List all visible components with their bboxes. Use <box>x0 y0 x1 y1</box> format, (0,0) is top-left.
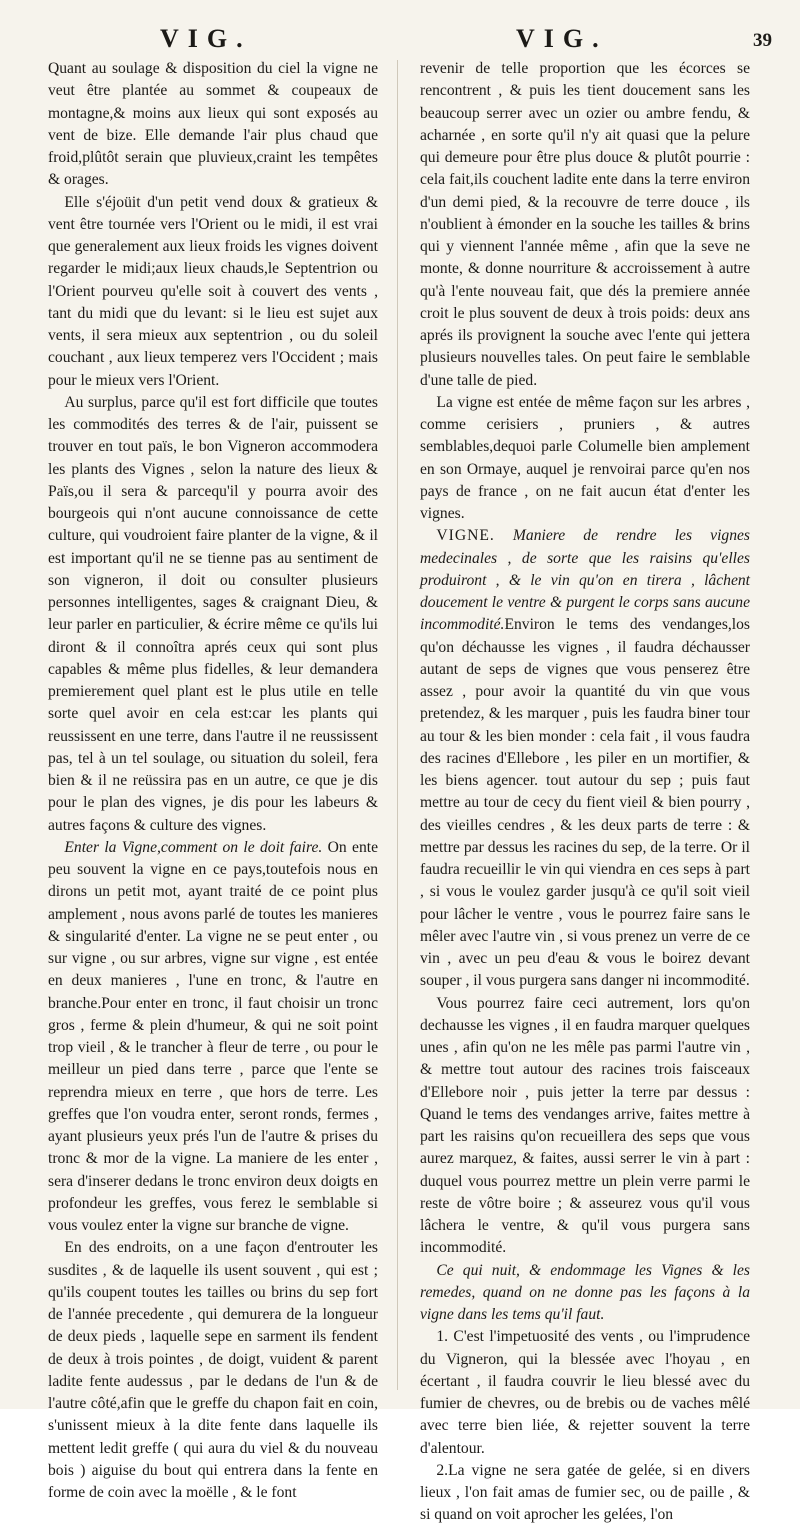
right-running-title: VIG. <box>516 24 608 53</box>
right-column <box>420 58 750 1527</box>
paragraph-arbres: La vigne est entée de même façon sur les arbres , comme cerisiers , pruniers , & autres semblables,dequoi parle Columelle bien amplement en son Ormaye, auquel je renvoirai parce qu'en nos pays de france , on ne fait aucun état d'enter les vignes. <box>420 393 750 522</box>
list-item-1: 1. C'est l'impetuosité des vents , ou l'imprudence du Vigneron, qui la blessée avec l'hoyau , en écertant , il faudra couvrir le lieu blessé avec du fumier de chevres, ou de brebis ou de vaches mêlé avec terre bien liée, & rejetter souvent la terre d'alentour. <box>420 1328 750 1457</box>
paragraph-vigne-medecinale <box>420 525 750 992</box>
entry-text-medecinale: Environ le tems des vendanges,los qu'on déchausse les vignes , il faudra déchausser autant de seps de vignes que vous penserez être assez , pour avoir la quantité du vin que vous pretendez, & les marquer , puis les faudra biner tour au tour & les bien monder : cela fait , il vous faudra des racines d'Ellebore , les piler en un mortifier, & les biens agencer. tout autour du sep ; puis faut mettre au tour de cecy du fient vieil & bien pourry , des vieilles cendres , & les deux parts de terre : & mettre par dessus les racines du sep, de la terre. Or il faudra recueillir le vin qui viendra en ces seps à part , si vous le voulez garder jusqu'à ce qu'il soit vieil pour lâcher le ventre , vous le pourrez faire sans le mêler avec l'autre vin , si vous prenez un verre de ce vin , avec un peu d'eau & vous le boirez devant souper , il vous purgera sans danger ni incommodité. <box>420 616 750 990</box>
section-heading-nuit: Ce qui nuit, & endommage les Vignes & les remedes, quand on ne donne pas les façons à la vigne dans les tems qu'il faut. <box>420 1261 750 1323</box>
paragraph-soulage: Quant au soulage & disposition du ciel la vigne ne veut être plantée au sommet & coupeaux de montagne,& moins aux lieux qui sont exposés au vent de bize. Elle demande l'air plus chaud que froid,plûtôt serain que pluvieux,craint les tempêtes & orages. <box>48 60 378 189</box>
left-column <box>48 58 378 1504</box>
left-running-title: VIG. <box>160 24 252 53</box>
paragraph-orient: Elle s'éjoüit d'un petit vend doux & gratieux & vent être tournée vers l'Orient ou le midi, il est vrai que generalement aux lieux froids les vignes doivent regarder le midi;aux lieux chauds,le Septentrion ou l'Orient pourveu qu'elle soit à couvert des vents , tant du midi que du levant: si le lieu est sujet aux vents, il sera mieux aux septentrion , ou du soleil couchant , aux lieux temperez vers l'Occident ; mais pour le mieux vers l'Orient. <box>48 193 378 389</box>
paragraph-endroits: En des endroits, on a une façon d'entrouter les susdites , & de laquelle ils usent souvent , qui est ; qu'ils coupent toutes les tailles ou brins du sep fort de l'année precedente , qui demurera de la longueur de deux pieds , laquelle sepe en sarment ils fendent de deux à trois pointes , de doigt, vuident & parent ladite fente audessus , par le dedans de l'un & de l'autre côté,afin que le greffe du chapon fait en coin, s'unissent mieux à la dite fente dans laquelle ils mettent ledit greffe ( qui aura du viel & du nouveau bois ) aiguise du bout qui entrera dans la fente en forme de coin avec la moëlle , & le font <box>48 1239 378 1501</box>
entry-heading-medecinale: Maniere de rendre les vignes medecinales , de sorte que les raisins qu'elles produiront , & le vin qu'on en tirera , lâchent doucement le ventre & purgent le corps sans aucune incommodité. <box>420 527 750 634</box>
entry-keyword-vigne: VIGNE. <box>436 527 495 545</box>
paragraph-ecorces: revenir de telle proportion que les écorces se rencontrent , & puis les tient doucement sans les beaucoup serrer avec un ozier ou ambre fendu, & acharnée , en sorte qu'il n'y ait quasi que la pelure qui demeure pour être plus douce & plutôt pourrie : cela fait,ils couchent ladite ente dans la terre environ d'un demi pied, & la recouvre de terre douce , ils n'oublient à émonder en la souche les tailles & brins qui y viennent l'année même , afin que la seve ne monte, & donne nourriture & accroissement à autre qu'à l'ente nouveau fait, que dés la premiere année croit le plus souvent de deux à trois poids: deux ans aprés ils provignent la souche avec l'ente qui jettera plusieurs nouvelles tales. On peut faire le semblable d'une talle de pied. <box>420 60 750 389</box>
page-number: 39 <box>753 30 772 51</box>
section-heading-enter-vigne: Enter la Vigne,comment on le doit faire. <box>64 838 323 856</box>
list-item-2: 2.La vigne ne sera gatée de gelée, si en divers lieux , l'on fait amas de fumier sec, ou de paille , & si quand on voit aprocher les gelées, l'on <box>420 1461 750 1524</box>
column-gutter <box>397 60 398 1390</box>
paragraph-enter-vigne-text: On ente peu souvent la vigne en ce pays,toutefois nous en dirons un petit mot, ayant traité de ce point plus amplement , nous avons parlé de toutes les manieres & singularité d'enter. La vigne ne se peut enter , ou sur vigne , ou sur arbres, vigne sur vigne , est entée en deux manieres , l'une en tronc, & l'autre en branche.Pour enter en tronc, il faut choisir un tronc gros , ferme & plein d'humeur, & qui ne soit point trop vieil , & le trancher à fleur de terre , ou pour le meilleur un pied dans terre , parce que l'ente se reprendra mieux en terre , que hors de terre. Les greffes que l'on voudra enter, seront ronds, fermes , ayant plusieurs yeux prés l'un de l'autre & prises du tronc & mor de la vigne. La maniere de les enter , sera d'inserer dedans le tronc environ deux doigts en profondeur les greffes, vous ferez le semblable si vous voulez enter la vigne sur branche de vigne. <box>48 838 379 1234</box>
paragraph-enter-vigne <box>48 837 378 1238</box>
running-header <box>0 24 800 54</box>
paragraph-surplus: Au surplus, parce qu'il est fort difficile que toutes les commodités des terres & de l'air, puissent se trouver en tout païs, le bon Vigneron accommodera les plants des Vignes , selon la nature des lieux & Païs,ou il sera & parcequ'il y pourra avoir des bourgeois qui n'ont aucune connoissance de cette culture, qui voudroient faire planter de la vigne, & il est important qu'il ne se tienne pas au sentiment de son vigneron, il doit ou consulter plusieurs personnes intelligentes, sages & craignant Dieu, & leur parler en particulier, & écrire même ce qu'ils lui diront & il connoîtra aprés ceux qui sont plus capables & même plus fidelles, & leur demandera premierement quel plant est le plus utile en telle sorte quel avoir en cela est:car les plants qui reussissent en une terre, dans l'autre il ne reussissent pas, tel à un tel soulage, ou situation du soleil, fera bien & il ne reüssira pas en un autre, ce que je dis pour le plan des vignes, je dis pour les labeurs & autres façons & culture des vignes. <box>48 393 378 834</box>
paragraph-autrement: Vous pourrez faire ceci autrement, lors qu'on dechausse les vignes , il en faudra marquer quelques unes , afin qu'on ne les mêle pas parmi l'autre vin , & mettre tout autour des racines trois faisceaux d'Ellebore noir , puis jetter la terre par dessus : Quand le tems des vendanges arrive, faites mettre à part les raisins qu'on recueillera des seps que vous aurez marquez, & faites, aussi serrer le vin à part : duquel vous pourrez mettre un plein verre parmi le reste de vôtre boire ; & asseurez vous qu'il vous lâchera le ventre, & qu'il vous purgera sans incommodité. <box>420 994 750 1257</box>
